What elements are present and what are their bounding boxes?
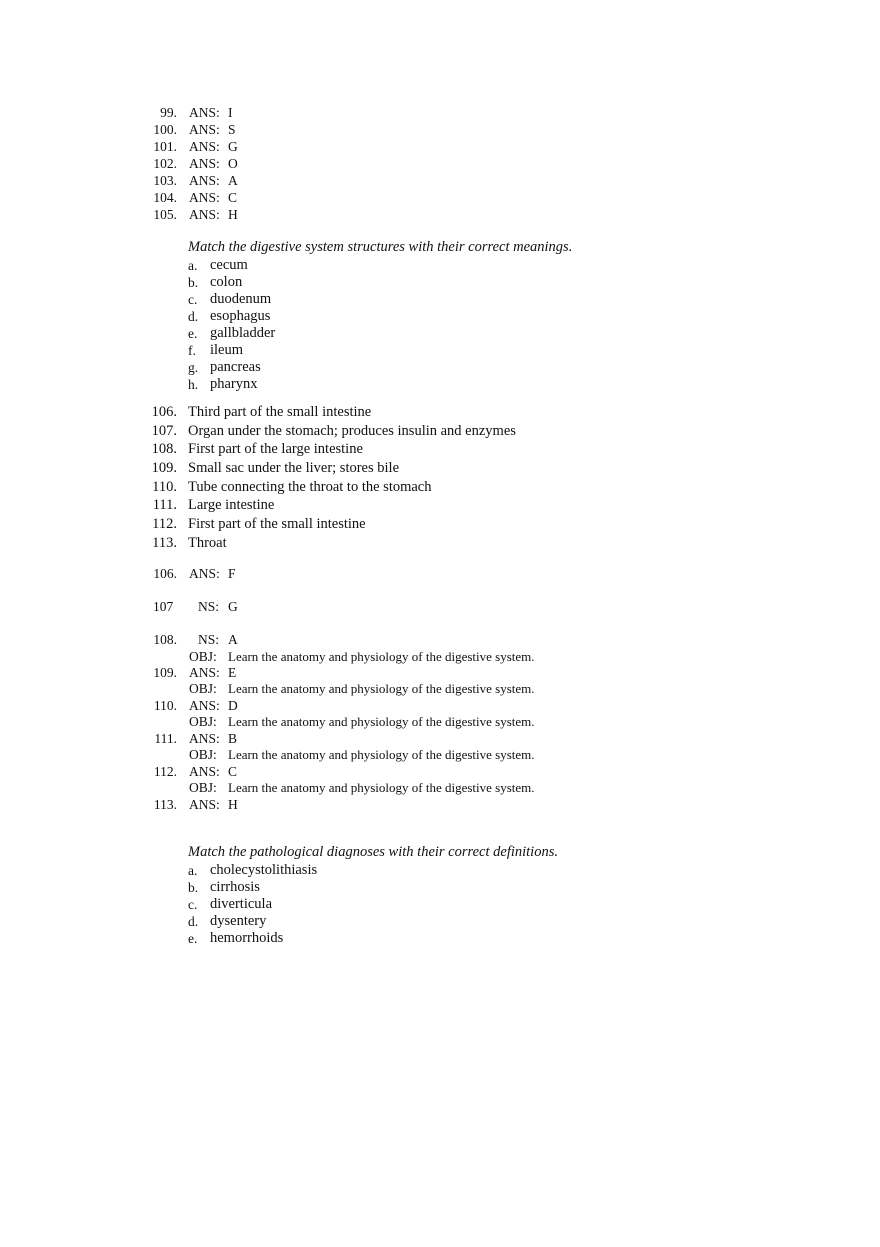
answer-number: 109. <box>153 665 177 680</box>
answer-label: ANS: <box>189 190 220 205</box>
answer-number: 105. <box>153 207 177 222</box>
option-text: esophagus <box>210 308 271 324</box>
answer-label: NS: <box>198 632 220 647</box>
answer-label: ANS: <box>189 665 220 680</box>
option-text: ileum <box>210 342 244 358</box>
answer-number: 103. <box>153 173 177 188</box>
answer-number: 106. <box>153 566 177 581</box>
option-text: cirrhosis <box>210 879 260 895</box>
question-number: 108. <box>151 441 177 457</box>
answer-label: NS: <box>198 599 220 614</box>
option-letter: g. <box>188 360 199 375</box>
question-number: 113. <box>152 535 177 551</box>
answer-label: ANS: <box>189 731 220 746</box>
answer-label: ANS: <box>189 207 220 222</box>
objective-text: Learn the anatomy and physiology of the digestive system. <box>228 649 535 664</box>
question-number: 109. <box>151 460 177 476</box>
answer-value: G <box>228 139 238 154</box>
option-text: duodenum <box>210 291 272 307</box>
answer-number: 99. <box>160 105 177 120</box>
question-text: Large intestine <box>188 497 275 513</box>
question-number: 110. <box>152 479 177 495</box>
answer-value: F <box>228 566 236 581</box>
option-letter: e. <box>188 931 198 946</box>
option-text: cecum <box>210 257 248 273</box>
option-letter: d. <box>188 914 199 929</box>
answer-number: 101. <box>153 139 177 154</box>
option-text: pharynx <box>210 376 258 392</box>
objective-label: OBJ: <box>189 681 217 696</box>
objective-text: Learn the anatomy and physiology of the digestive system. <box>228 747 535 762</box>
answer-number: 104. <box>153 190 177 205</box>
objective-label: OBJ: <box>189 649 217 664</box>
option-text: cholecystolithiasis <box>210 862 318 878</box>
option-letter: a. <box>188 863 198 878</box>
option-letter: h. <box>188 377 199 392</box>
objective-text: Learn the anatomy and physiology of the digestive system. <box>228 780 535 795</box>
section-heading: Match the digestive system structures with their correct meanings. <box>188 239 573 255</box>
answer-number: 108. <box>153 632 177 647</box>
objective-label: OBJ: <box>189 747 217 762</box>
question-number: 112. <box>152 516 177 532</box>
objective-text: Learn the anatomy and physiology of the digestive system. <box>228 681 535 696</box>
objective-text: Learn the anatomy and physiology of the digestive system. <box>228 714 535 729</box>
option-text: gallbladder <box>210 325 276 341</box>
question-text: Third part of the small intestine <box>188 404 372 420</box>
option-letter: c. <box>188 292 198 307</box>
answer-value: C <box>228 190 238 205</box>
option-text: colon <box>210 274 243 290</box>
answer-label: ANS: <box>189 122 220 137</box>
answer-label: ANS: <box>189 764 220 779</box>
answer-value: A <box>228 632 238 647</box>
answer-label: ANS: <box>189 105 220 120</box>
question-number: 106. <box>151 404 177 420</box>
section-heading: Match the pathological diagnoses with their correct definitions. <box>188 844 558 860</box>
option-letter: e. <box>188 326 198 341</box>
answer-value: C <box>228 764 238 779</box>
question-text: Tube connecting the throat to the stomach <box>188 479 432 495</box>
option-letter: f. <box>188 343 196 358</box>
answer-value: H <box>228 207 238 222</box>
answer-number: 102. <box>153 156 177 171</box>
question-text: First part of the small intestine <box>188 516 366 532</box>
answer-number: 113. <box>153 797 177 812</box>
answer-number: 110. <box>153 698 177 713</box>
answer-value: O <box>228 156 238 171</box>
answer-label: ANS: <box>189 797 220 812</box>
objective-label: OBJ: <box>189 714 217 729</box>
option-text: pancreas <box>210 359 261 375</box>
answer-label: ANS: <box>189 173 220 188</box>
answer-number: 100. <box>153 122 177 137</box>
answer-value: G <box>228 599 238 614</box>
answer-value: B <box>228 731 238 746</box>
objective-label: OBJ: <box>189 780 217 795</box>
question-text: Organ under the stomach; produces insulin and enzymes <box>188 423 516 439</box>
answer-number: 111. <box>154 731 177 746</box>
answer-value: D <box>228 698 238 713</box>
answer-value: I <box>228 105 233 120</box>
option-letter: b. <box>188 880 199 895</box>
question-text: Small sac under the liver; stores bile <box>188 460 400 476</box>
answer-value: A <box>228 173 238 188</box>
question-text: First part of the large intestine <box>188 441 363 457</box>
answer-number: 107 <box>153 599 174 614</box>
option-text: dysentery <box>210 913 267 929</box>
question-number: 111. <box>152 497 177 513</box>
option-letter: b. <box>188 275 199 290</box>
option-letter: c. <box>188 897 198 912</box>
answer-number: 112. <box>153 764 177 779</box>
option-text: diverticula <box>210 896 273 912</box>
answer-label: ANS: <box>189 156 220 171</box>
answer-value: S <box>228 122 236 137</box>
answer-label: ANS: <box>189 566 220 581</box>
option-text: hemorrhoids <box>210 930 284 946</box>
question-text: Throat <box>188 535 227 551</box>
question-number: 107. <box>151 423 177 439</box>
answer-label: ANS: <box>189 698 220 713</box>
answer-value: E <box>228 665 237 680</box>
option-letter: d. <box>188 309 199 324</box>
option-letter: a. <box>188 258 198 273</box>
answer-value: H <box>228 797 238 812</box>
answer-label: ANS: <box>189 139 220 154</box>
